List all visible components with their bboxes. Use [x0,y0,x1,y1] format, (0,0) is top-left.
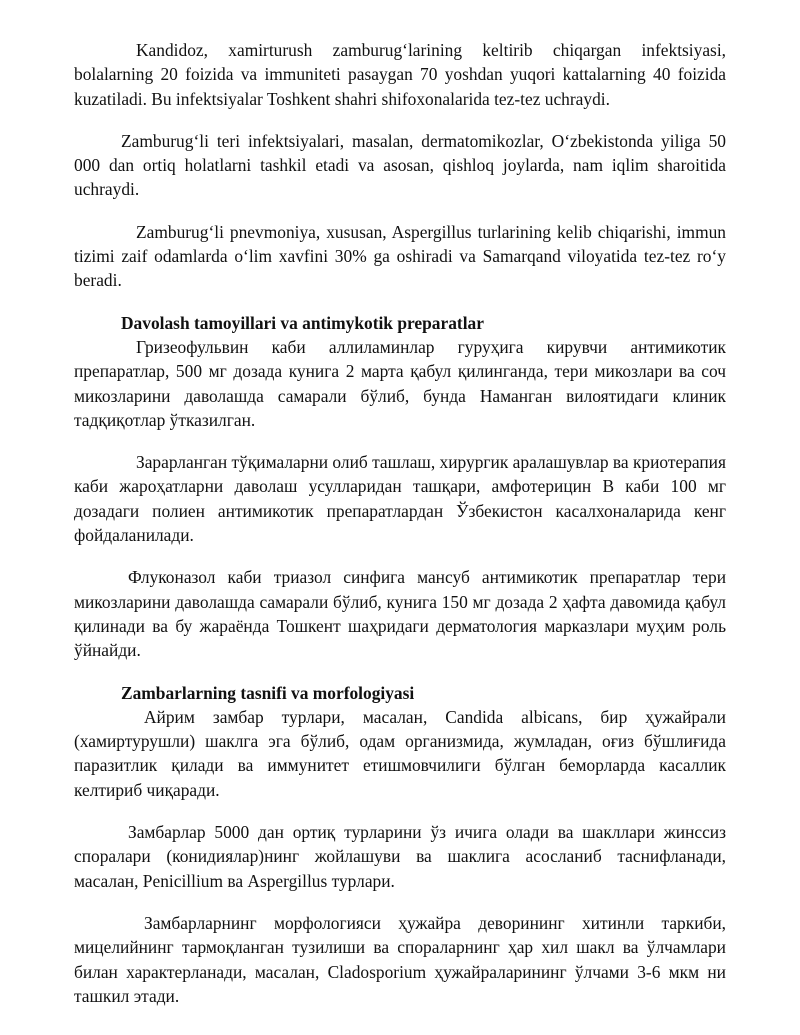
paragraph-species-classification: Замбарлар 5000 дан ортиқ турларини ўз ичига олади ва шакллари жинссиз споралари (конидиялар)нинг жойлашуви ва шаклига асосланиб таснифланади, масалан, Penicillium ва Aspergillus турлари. [74,822,726,891]
paragraph-morphology: Замбарларнинг морфологияси ҳужайра деворининг хитинли таркиби, мицелийнинг тармоқланган тузилиши ва спораларнинг ҳар хил шакл ва ўлчамлари билан характерланади, масалан, Cladosporium ҳужайраларининг ўлчами 3-6 мкм ни ташкил этади. [74,912,726,1006]
paragraph-amphotericin: Зарарланган тўқималарни олиб ташлаш, хирургик аралашувлар ва криотерапия каби жароҳатларни даволаш усулларидан ташқари, амфотерицин В каби 100 мг дозадаги полиен антимикотик препаратлардан Ўзбекистон касалхоналарида кенг фойдаланилади. [74,452,726,546]
paragraph-dermatomycosis: Zamburug‘li teri infektsiyalari, masalan, dermatomikozlar, O‘zbekistonda yiliga 50 000 dan ortiq holatlarni tashkil etadi va asosan, qishloq joylarda, nam iqlim sharoitida uchraydi. [74,130,726,200]
document-page [74,38,726,1008]
paragraph-fungal-pneumonia: Zamburug‘li pnevmoniya, xususan, Aspergillus turlarining kelib chiqarishi, immun tizimi zaif odamlarda o‘lim xavfini 30% ga oshiradi va Samarqand viloyatida tez-tez ro‘y beradi. [74,221,726,291]
section-heading-treatment: Davolash tamoyillari va antimykotik preparatlar [121,312,484,333]
paragraph-candida-albicans: Айрим замбар турлари, масалан, Candida albicans, бир ҳужайрали (хамиртурушли) шаклга эга бўлиб, одам организмида, жумладан, оғиз бўшлиғида паразитлик қилади ва иммунитет етишмовчилиги бўлган беморларда касаллик келтириб чиқаради. [74,706,726,800]
paragraph-candidiasis: Kandidoz, xamirturush zamburug‘larining keltirib chiqargan infektsiyasi, bolalarning 20 foizida va immuniteti pasaygan 70 yoshdan yuqori kattalarning 40 foizida kuzatiladi. Bu infektsiyalar Toshkent shahri shifoxonalarida tez-tez uchraydi. [74,40,726,109]
section-heading-classification: Zambarlarning tasnifi va morfologiyasi [121,682,415,703]
paragraph-fluconazole: Флуконазол каби триазол синфига мансуб антимикотик препаратлар тери микозларини даволашда самарали бўлиб, кунига 150 мг дозада 2 ҳафта давомида қабул қилинади ва бу жараёнда Тошкент шаҳридаги дерматология марказлари муҳим роль ўйнайди. [74,567,726,661]
paragraph-griseofulvin: Гризеофульвин каби аллиламинлар гуруҳига кирувчи антимикотик препаратлар, 500 мг дозада кунига 2 марта қабул қилинганда, тери микозлари ва соч микозларини даволашда самарали бўлиб, бунда Наманган вилоятидаги клиник тадқиқотлар ўтказилган. [74,336,726,430]
